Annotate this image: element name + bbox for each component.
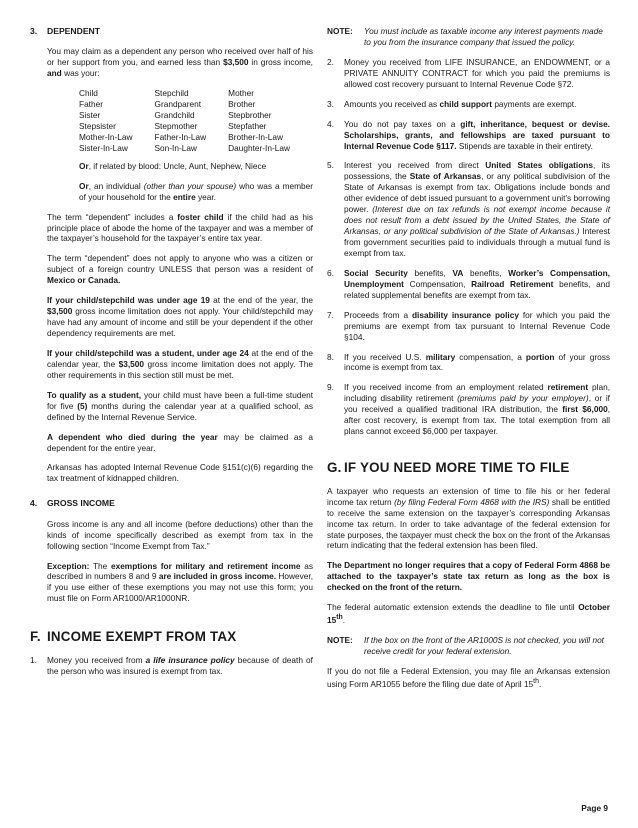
or-individual-text: Or, an individual (other than your spouse) who was a member of your household for the entire year.	[79, 180, 313, 202]
student-text: To qualify as a student, your child must have been a full-time student for five (5) months during the calendar year at a qualified school, as defined by the Internal Revenue Service.	[47, 389, 313, 422]
relative-cell: Grandparent	[154, 99, 202, 110]
gross-income-number: 4.	[30, 498, 38, 509]
section-g-letter: G.	[327, 460, 342, 476]
exempt-item-8: 8. If you received U.S. military compensation, a portion of your gross income is exempt from tax.	[327, 351, 610, 373]
under-24-text: If your child/stepchild was a student, under age 24 at the end of the calendar year, the $3,500 gross income limitation does not apply. The other requirements in this section still must be met.	[47, 347, 313, 380]
section-g-heading	[327, 459, 610, 477]
foster-child-text: The term “dependent” includes a foster child if the child had as his principle place of abode the home of the taxpayer and was a member of the taxpayer’s household for the taxpayer’s entire tax year.	[47, 211, 313, 244]
extension-text: A taxpayer who requests an extension of time to file his or her federal income tax return (by filing Federal Form 4868 with the IRS) shall be entitled to receive the same extension on the taxpayer’s corresponding Arkansas income tax return. In order to take advantage of the federal extension for state purposes, the taxpayer must check the box on the front of the Arkansas return indicating that the federal extension has been filed.	[327, 485, 610, 551]
gross-income-heading	[30, 498, 313, 509]
relatives-row	[79, 88, 312, 99]
note-insurance-interest: NOTE: You must include as taxable income any interest payments made to you from the insurance company that issued the policy.	[327, 26, 603, 47]
form-4868-text: The Department no longer requires that a copy of Federal Form 4868 be attached to the taxpayer’s state tax return as long as the box is checked on the front of the return.	[327, 560, 610, 593]
dependent-body	[30, 46, 313, 484]
gross-income-text: Gross income is any and all income (before deductions) other than the kinds of income specifically described as exempt from tax in the following section “Income Exempt from Tax.”	[47, 518, 313, 551]
relatives-row	[79, 132, 312, 143]
dependent-heading	[30, 26, 313, 37]
relative-cell: Mother-In-Law	[79, 131, 133, 142]
dependent-title: DEPENDENT	[47, 26, 101, 36]
died-text: A dependent who died during the year may be claimed as a dependent for the entire year.	[47, 431, 313, 453]
or-blood-text: Or, if related by blood: Uncle, Aunt, Nephew, Niece	[79, 160, 267, 171]
section-f-heading	[30, 628, 313, 646]
relative-cell: Child	[79, 88, 98, 99]
section-f-letter: F.	[30, 629, 41, 645]
right-column	[327, 26, 610, 698]
exempt-item-9: 9. If you received income from an employment related retirement plan, including disability retirement (premiums paid by your employer), or if you received a qualified traditional IRA distribution, the first $6,000, after cost recovery, is exempt from tax. The total exemption from all plans cannot exceed $6,000 per taxpayer.	[327, 382, 611, 437]
exempt-item-4: 4. You do not pay taxes on a gift, inheritance, bequest or devise. Scholarships, grants, and fellowships are taxed pursuant to Internal Revenue Code §117. Stipends are taxable in their entirety.	[327, 118, 610, 151]
relative-cell: Brother	[228, 99, 256, 110]
left-column	[30, 26, 313, 686]
relatives-row	[79, 110, 312, 121]
section-g-title: IF YOU NEED MORE TIME TO FILE	[344, 460, 570, 476]
relative-cell: Stepsister	[79, 120, 116, 131]
gross-income-body	[30, 519, 313, 605]
relative-cell: Grandchild	[154, 110, 195, 121]
relative-cell: Father-In-Law	[154, 131, 207, 142]
kidnap-text: Arkansas has adopted Internal Revenue Code §151(c)(6) regarding the tax treatment of kidnapped children.	[47, 462, 313, 484]
relative-cell: Stepchild	[154, 88, 189, 99]
section-f-title: INCOME EXEMPT FROM TAX	[47, 629, 237, 645]
relative-cell: Brother-In-Law	[228, 131, 284, 142]
relatives-row	[79, 99, 312, 110]
exception-text: Exception: The exemptions for military and retirement income as described in numbers 8 and 9 are included in gross income. However, if you use either of these exemptions you may not use this form; you must file on Form AR1000/AR1000NR.	[47, 560, 314, 604]
relative-cell: Sister-In-Law	[79, 142, 128, 153]
exempt-item-2: 2. Money you received from LIFE INSURANCE, an ENDOWMENT, or a PRIVATE ANNUITY CONTRACT for which you paid the premiums is allowed cost recovery pursuant to Internal Revenue Code §72.	[327, 56, 610, 89]
exempt-item-3: 3. Amounts you received as child support payments are exempt.	[327, 98, 577, 109]
relative-cell: Stepfather	[228, 120, 267, 131]
exempt-item-1: 1. Money you received from a life insurance policy because of death of the person who was insured is exempt from tax.	[30, 654, 313, 676]
relative-cell: Stepbrother	[228, 110, 272, 121]
relative-cell: Daughter-In-Law	[228, 142, 290, 153]
deadline-text: The federal automatic extension extends the deadline to file until October 15th.	[327, 602, 610, 625]
exempt-item-5: 5. Interest you received from direct United States obligations, its possessions, the State of Arkansas, or any political subdivision of the State of Arkansas is exempt from tax. Obligations include bonds and other evidence of debt issued pursuant to a government unit’s borrowing power. (Interest due on tax refunds is not exempt income because it does not result from a debt issued by the United States, the State of Arkansas, or any political subdivision of the State of Arkansas.) Interest from government securities paid to individuals through a mutual fund is exempt from tax.	[327, 160, 611, 258]
relatives-row	[79, 121, 312, 132]
relatives-row	[79, 143, 312, 154]
citizen-text: The term “dependent” does not apply to anyone who was a citizen or subject of a foreign country UNLESS that person was a resident of Mexico or Canada.	[47, 253, 313, 286]
dependent-number: 3.	[30, 26, 38, 36]
note-ar1000s: NOTE: If the box on the front of the AR1000S is not checked, you will not receive credit for your federal extension.	[327, 634, 604, 656]
ar1055-text: If you do not file a Federal Extension, you may file an Arkansas extension using Form AR1055 before the filing due date of April 15th.	[327, 665, 610, 689]
relative-cell: Mother	[228, 88, 254, 99]
relative-cell: Sister	[79, 110, 101, 121]
under-19-text: If your child/stepchild was under age 19 at the end of the year, the $3,500 gross income limitation does not apply. Your child/stepchild may have had any amount of income and still be your dependent if the other dependency requirements are met.	[47, 295, 313, 339]
relatives-table	[79, 88, 312, 154]
exempt-item-7: 7. Proceeds from a disability insurance policy for which you paid the premiums are exempt from tax pursuant to Internal Revenue Code §104.	[327, 309, 610, 342]
relative-cell: Son-In-Law	[154, 142, 197, 153]
relative-cell: Stepmother	[154, 120, 198, 131]
relative-cell: Father	[79, 99, 103, 110]
dependent-intro: You may claim as a dependent any person who received over half of his or her support from you, and earned less than $3,500 in gross income, and was your:	[47, 46, 313, 79]
page-number: Page 9	[581, 803, 608, 813]
gross-income-title: GROSS INCOME	[47, 498, 115, 509]
exempt-item-6: 6. Social Security benefits, VA benefits, Worker’s Compensation, Unemployment Compensation, Railroad Retirement benefits, and related supplemental benefits are exempt from tax.	[327, 267, 611, 300]
